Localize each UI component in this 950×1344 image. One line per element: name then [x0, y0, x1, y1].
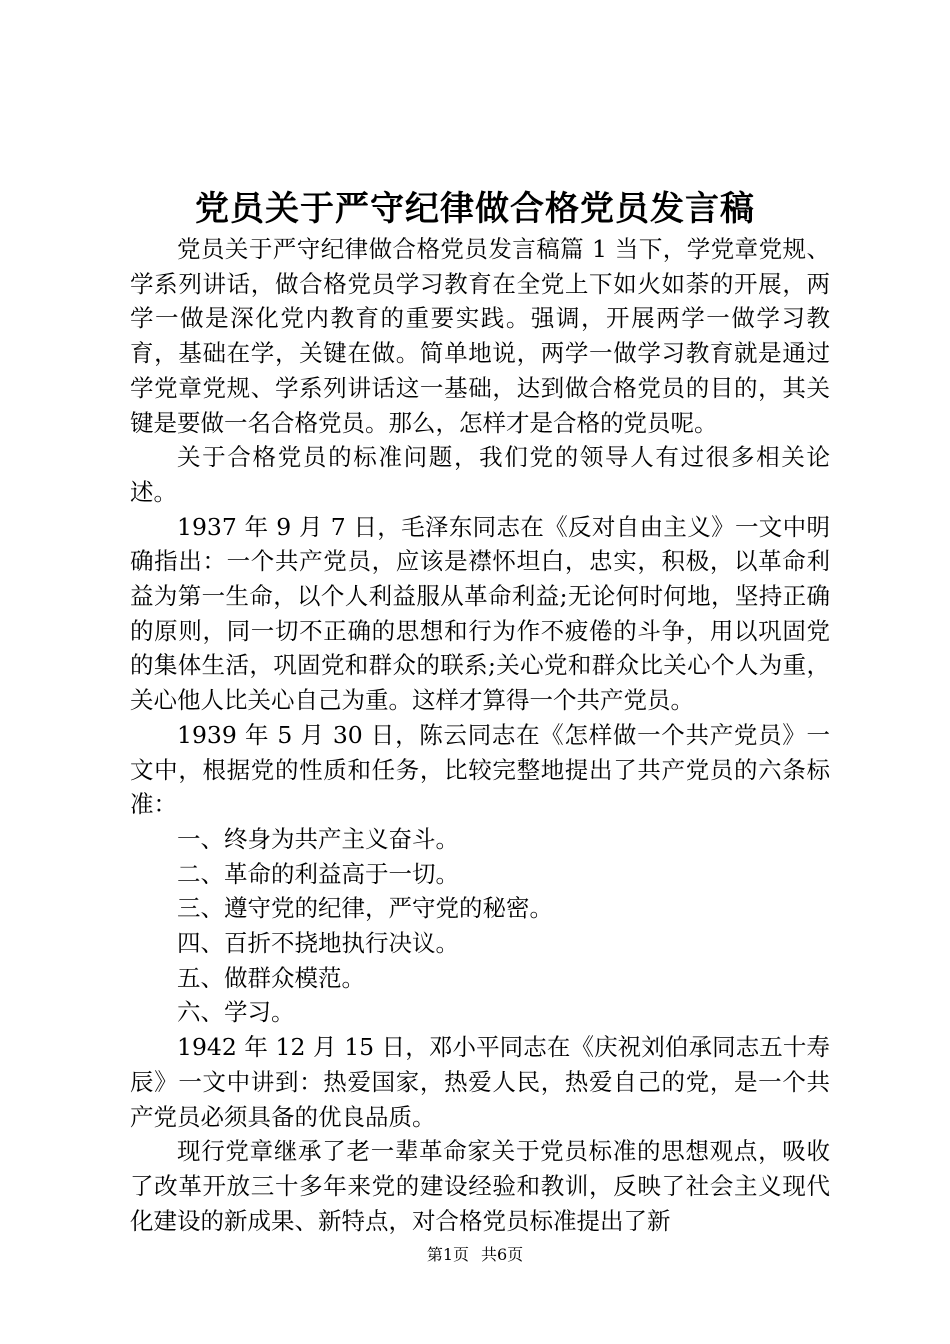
document-body: [130, 232, 830, 1238]
list-item: 六、学习。: [177, 998, 295, 1027]
paragraph: 党员关于严守纪律做合格党员发言稿篇 1 当下，学党章党规、学系列讲话，做合格党员学习教育在全党上下如火如荼的开展，两学一做是深化党内教育的重要实践。强调，开展两学一做学习教育，基础在学，关键在做。简单地说，两学一做学习教育就是通过学党章党规、学系列讲话这一基础，达到做合格党员的目的，其关键是要做一名合格党员。那么，怎样才是合格的党员呢。: [130, 235, 830, 437]
list-item: 一、终身为共产主义奋斗。: [177, 824, 459, 853]
list-item: 四、百折不挠地执行决议。: [177, 929, 459, 958]
paragraph: 1939 年 5 月 30 日，陈云同志在《怎样做一个共产党员》一文中，根据党的性质和任务，比较完整地提出了共产党员的六条标准：: [130, 720, 830, 819]
list-item: 三、遵守党的纪律，严守党的秘密。: [177, 894, 553, 923]
page-number: 第1页: [426, 1245, 469, 1264]
list-item: 五、做群众模范。: [177, 963, 365, 992]
paragraph: 1937 年 9 月 7 日，毛泽东同志在《反对自由主义》一文中明确指出：一个共产党员，应该是襟怀坦白，忠实，积极，以革命利益为第一生命，以个人利益服从革命利益;无论何时何地，坚持正确的原则，同一切不正确的思想和行为作不疲倦的斗争，用以巩固党的集体生活，巩固党和群众的联系;关心党和群众比关心个人为重，关心他人比关心自己为重。这样才算得一个共产党员。: [130, 512, 830, 715]
list-item: 二、革命的利益高于一切。: [177, 859, 459, 888]
paragraph: 关于合格党员的标准问题，我们党的领导人有过很多相关论述。: [130, 443, 830, 506]
paragraph: 1942 年 12 月 15 日，邓小平同志在《庆祝刘伯承同志五十寿辰》一文中讲到：热爱国家，热爱人民，热爱自己的党，是一个共产党员必须具备的优良品质。: [130, 1033, 830, 1131]
paragraph: 现行党章继承了老一辈革命家关于党员标准的思想观点，吸收了改革开放三十多年来党的建设经验和教训，反映了社会主义现代化建设的新成果、新特点，对合格党员标准提出了新: [130, 1137, 830, 1235]
page-footer: [0, 1244, 950, 1266]
document-title: 党员关于严守纪律做合格党员发言稿: [195, 189, 755, 229]
page-total: 共6页: [481, 1245, 524, 1264]
